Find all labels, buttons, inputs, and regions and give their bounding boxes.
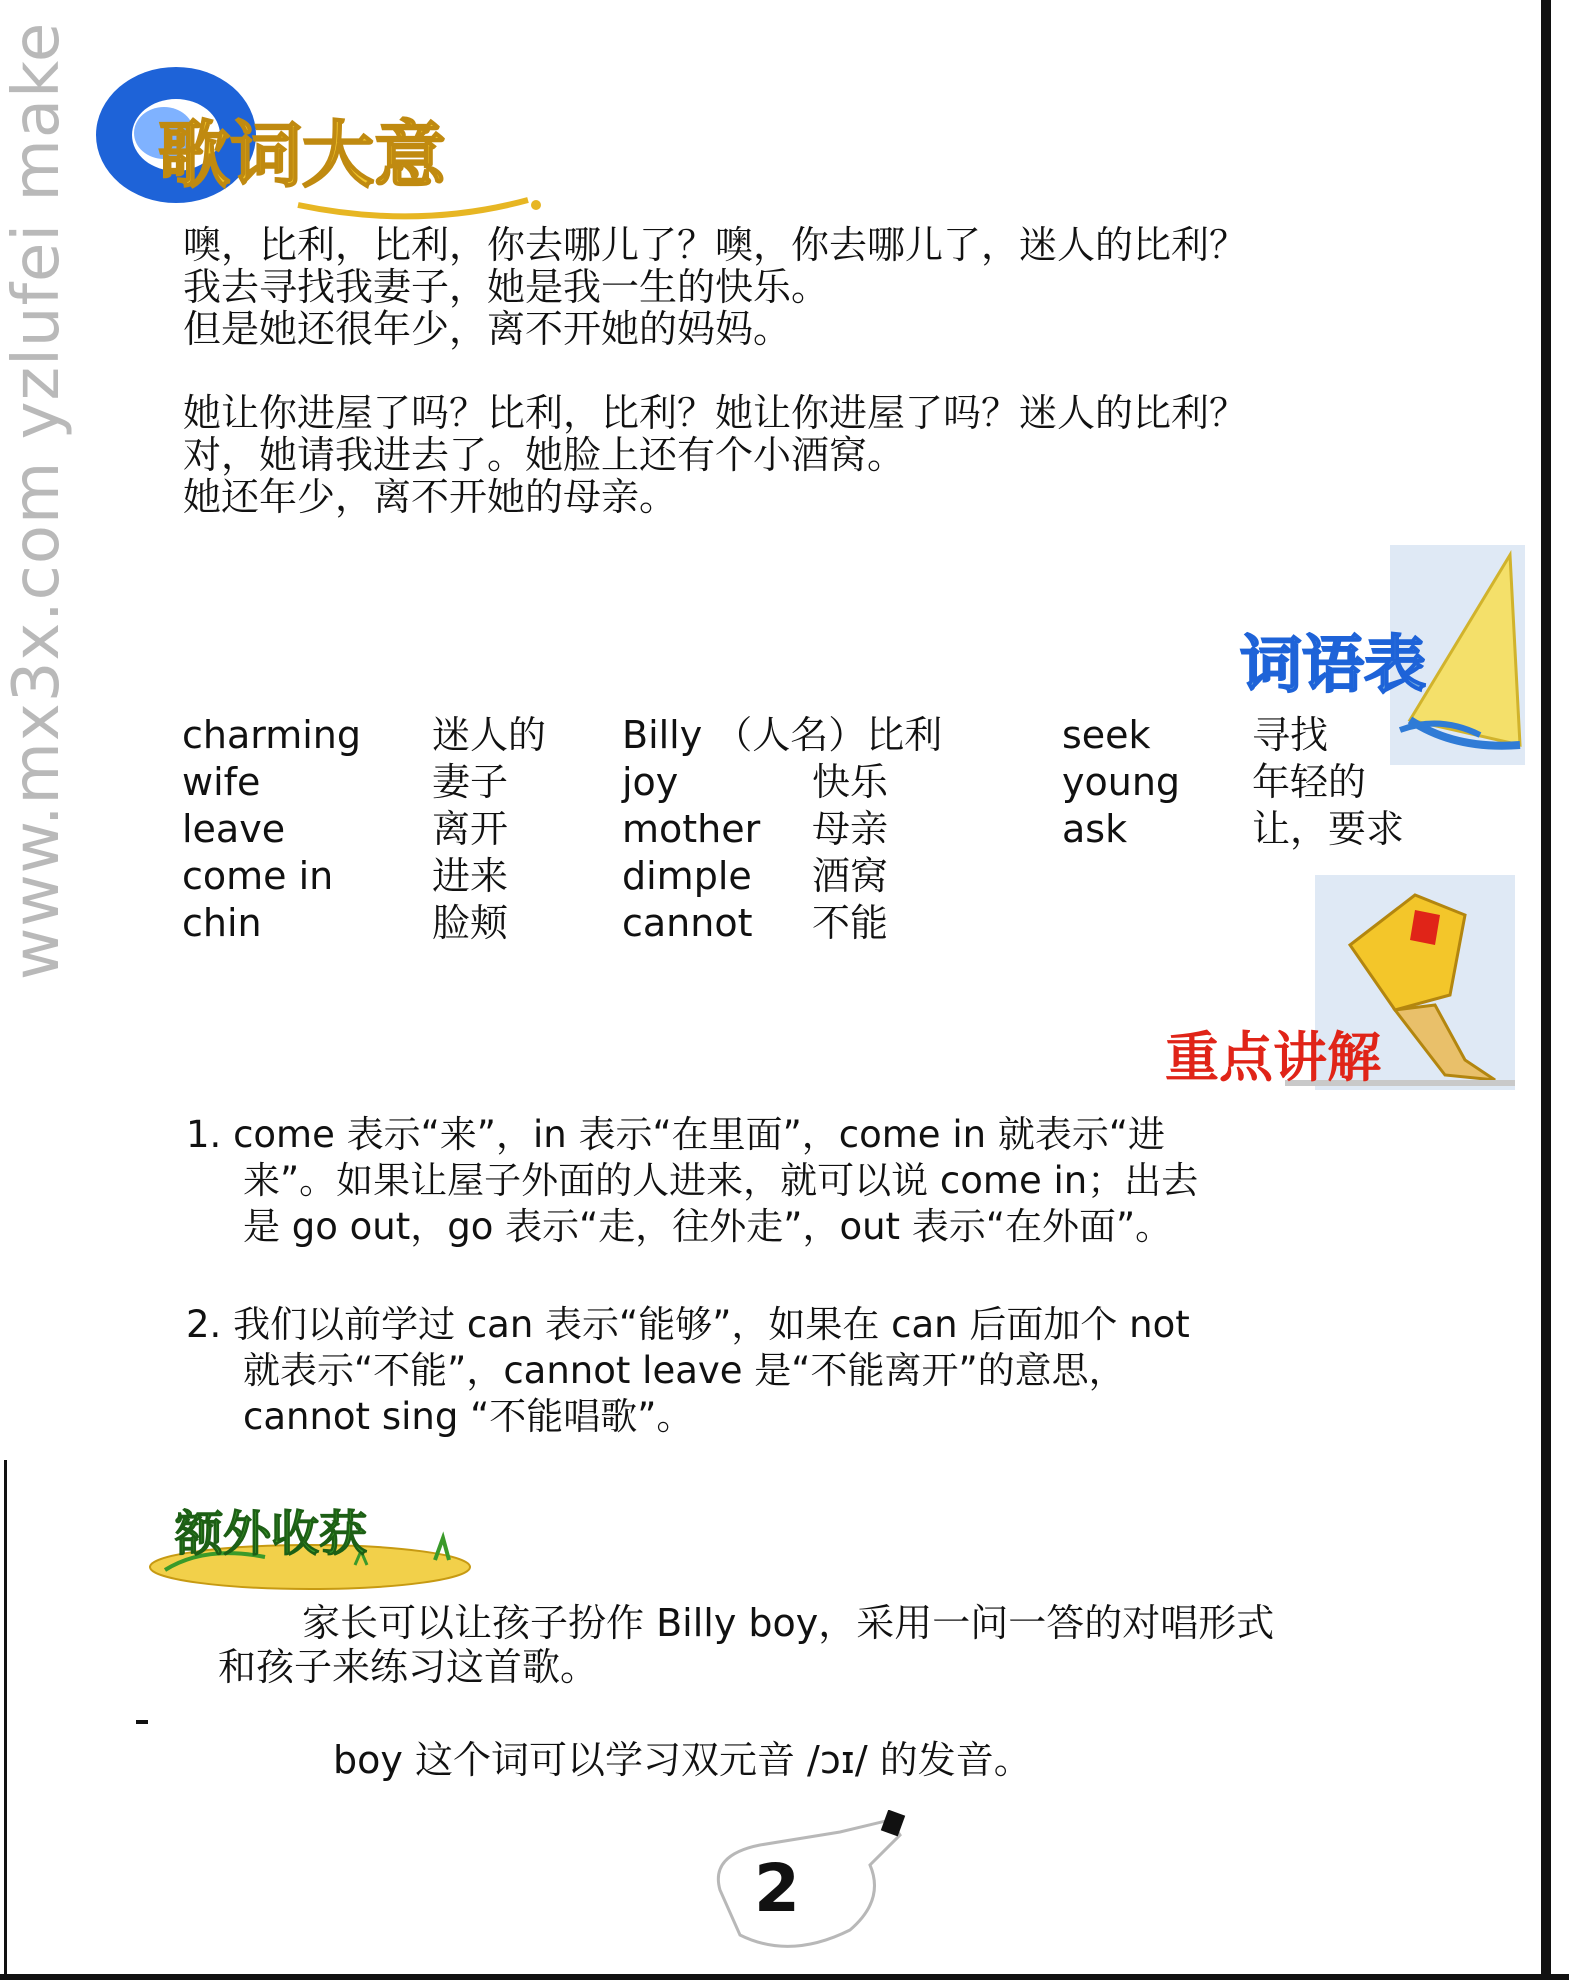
page-border-left [4,1460,7,1980]
lyrics-line: 她让你进屋了吗？比利，比利？她让你进屋了吗？迷人的比利？ [183,391,1248,435]
vocab-meaning: 进来 [432,854,509,898]
vocab-word: charming [182,713,361,757]
note-line: 是 go out，go 表示“走，往外走”，out 表示“在外面”。 [243,1205,1173,1248]
extra-heading [145,1485,475,1595]
lyrics-heading-text: 歌词大意 [158,113,447,197]
vocab-meaning: 妻子 [432,760,509,804]
lyrics-line: 她还年少，离不开她的母亲。 [183,475,678,519]
parent-tip: 家长可以让孩子扮作 Billy boy，采用一问一答的对唱形式 [302,1601,1275,1645]
margin-dash [136,1720,148,1724]
vocab-word: chin [182,901,262,945]
lyrics-line: 噢，比利，比利，你去哪儿了？噢，你去哪儿了，迷人的比利？ [183,223,1248,267]
key-points-heading [1165,875,1515,1090]
vocab-meaning: 迷人的 [432,713,547,757]
note-line: 1. come 表示“来”，in 表示“在里面”，come in 就表示“进 [186,1113,1165,1156]
page-number-area [700,1810,920,1960]
watermark-text: www.mx3x.com yzlufei make [0,21,74,980]
vocab-meaning: 母亲 [812,807,889,851]
vocab-word: mother [622,807,761,851]
note-line: 2. 我们以前学过 can 表示“能够”，如果在 can 后面加个 not [186,1303,1190,1346]
vocabulary-heading-text: 词语表 [1240,628,1427,701]
page-border-bottom [0,1974,1569,1980]
lyrics-line: 但是她还很年少，离不开她的妈妈。 [183,307,792,351]
note-2 [186,1302,1190,1440]
lyrics-line: 我去寻找我妻子，她是我一生的快乐。 [183,265,830,309]
pronunciation-tip: boy 这个词可以学习双元音 /ɔɪ/ 的发音。 [333,1738,1032,1782]
vocab-word: come in [182,854,334,898]
vocab-word: seek [1062,713,1151,757]
parent-tip-continued: 和孩子来练习这首歌。 [218,1645,599,1689]
vocab-word: dimple [622,854,752,898]
vocab-meaning: 年轻的 [1252,760,1367,804]
vocab-word: wife [182,760,261,804]
note-line: 来”。如果让屋子外面的人进来，就可以说 come in；出去 [243,1159,1199,1202]
lyrics-line: 对，她请我进去了。她脸上还有个小酒窝。 [183,433,906,477]
extra-heading-text: 额外收获 [175,1506,368,1562]
vocab-word: young [1062,760,1181,804]
vocab-meaning: 酒窝 [812,854,889,898]
key-points-heading-text: 重点讲解 [1165,1026,1381,1089]
note-line: 就表示“不能”，cannot leave 是“不能离开”的意思， [243,1349,1126,1392]
vocab-meaning: 脸颊 [432,901,509,945]
vocab-word: cannot [622,901,753,945]
bottle-icon [700,1810,920,1960]
note-line: cannot sing “不能唱歌”。 [243,1395,694,1438]
vocab-meaning: 不能 [812,901,889,945]
vocab-word: Billy （人名）比利 [622,713,943,757]
vocab-word: leave [182,807,286,851]
vocab-meaning: 寻找 [1252,713,1329,757]
vocab-meaning: 让，要求 [1252,807,1405,851]
vocab-word: joy [622,760,679,804]
note-1 [186,1112,1198,1250]
vocab-meaning: 离开 [432,807,509,851]
vocab-meaning: 快乐 [812,760,889,804]
page-number: 2 [754,1850,800,1927]
vocab-word: ask [1062,807,1128,851]
